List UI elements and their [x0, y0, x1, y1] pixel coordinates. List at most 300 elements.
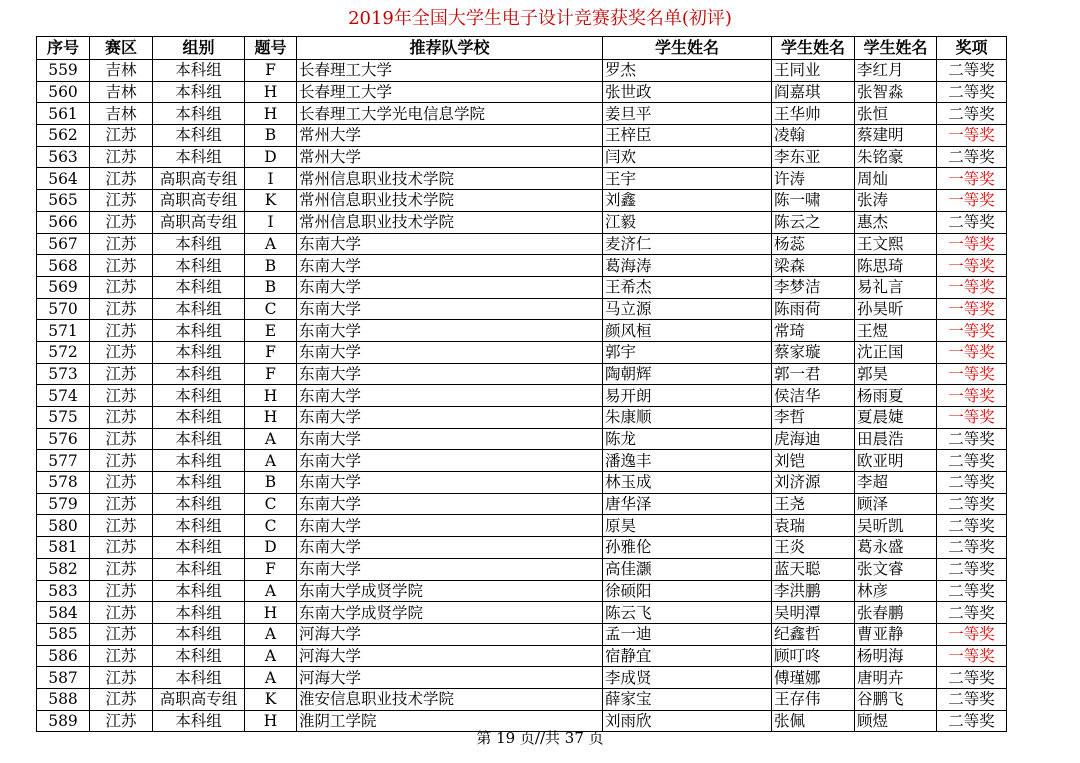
- cell-school: 东南大学: [297, 558, 603, 580]
- cell-student-1: 孙雅伦: [603, 537, 772, 559]
- cell-no: 571: [37, 320, 90, 342]
- cell-student-1: 葛海涛: [603, 255, 772, 277]
- cell-no: 566: [37, 211, 90, 233]
- cell-award: 一等奖: [937, 341, 1007, 363]
- cell-problem: A: [245, 428, 297, 450]
- cell-student-2: 常琦: [772, 320, 855, 342]
- cell-no: 586: [37, 645, 90, 667]
- cell-school: 东南大学: [297, 320, 603, 342]
- cell-problem: B: [245, 125, 297, 147]
- cell-student-1: 张世政: [603, 81, 772, 103]
- cell-no: 562: [37, 125, 90, 147]
- cell-student-3: 杨明海: [855, 645, 937, 667]
- cell-group: 本科组: [153, 428, 245, 450]
- cell-student-2: 许涛: [772, 168, 855, 190]
- cell-student-3: 曹亚静: [855, 623, 937, 645]
- table-row: [37, 320, 1007, 342]
- cell-no: 565: [37, 190, 90, 212]
- cell-student-2: 李哲: [772, 407, 855, 429]
- cell-award: 一等奖: [937, 407, 1007, 429]
- cell-student-2: 顾叮咚: [772, 645, 855, 667]
- cell-award: 二等奖: [937, 710, 1007, 732]
- cell-student-3: 王文熙: [855, 233, 937, 255]
- cell-student-1: 姜旦平: [603, 103, 772, 125]
- cell-region: 江苏: [90, 493, 153, 515]
- cell-student-3: 易礼言: [855, 276, 937, 298]
- cell-school: 河海大学: [297, 667, 603, 689]
- cell-no: 573: [37, 363, 90, 385]
- cell-student-2: 王尧: [772, 493, 855, 515]
- cell-school: 东南大学: [297, 385, 603, 407]
- cell-problem: A: [245, 580, 297, 602]
- cell-award: 二等奖: [937, 450, 1007, 472]
- cell-group: 本科组: [153, 298, 245, 320]
- cell-award: 一等奖: [937, 276, 1007, 298]
- page-footer: 第 19 页//共 37 页: [476, 729, 604, 747]
- cell-problem: A: [245, 645, 297, 667]
- table-row: [37, 580, 1007, 602]
- cell-group: 本科组: [153, 493, 245, 515]
- cell-student-3: 李超: [855, 472, 937, 494]
- cell-problem: C: [245, 493, 297, 515]
- cell-problem: H: [245, 407, 297, 429]
- cell-region: 江苏: [90, 298, 153, 320]
- cell-award: 一等奖: [937, 168, 1007, 190]
- cell-award: 一等奖: [937, 320, 1007, 342]
- cell-problem: I: [245, 211, 297, 233]
- cell-region: 江苏: [90, 146, 153, 168]
- cell-group: 本科组: [153, 710, 245, 732]
- cell-student-1: 陈云飞: [603, 602, 772, 624]
- cell-school: 常州大学: [297, 125, 603, 147]
- cell-student-1: 孟一迪: [603, 623, 772, 645]
- cell-student-3: 张智淼: [855, 81, 937, 103]
- cell-school: 淮阴工学院: [297, 710, 603, 732]
- table-body: [37, 60, 1007, 732]
- table-row: [37, 667, 1007, 689]
- table-row: [37, 211, 1007, 233]
- cell-region: 江苏: [90, 472, 153, 494]
- cell-award: 一等奖: [937, 233, 1007, 255]
- table-row: [37, 233, 1007, 255]
- cell-school: 东南大学: [297, 472, 603, 494]
- cell-group: 高职高专组: [153, 190, 245, 212]
- cell-no: 561: [37, 103, 90, 125]
- cell-school: 东南大学: [297, 255, 603, 277]
- header-award: 奖项: [937, 37, 1007, 60]
- cell-award: 二等奖: [937, 580, 1007, 602]
- cell-region: 江苏: [90, 450, 153, 472]
- cell-region: 江苏: [90, 428, 153, 450]
- cell-student-3: 蔡建明: [855, 125, 937, 147]
- cell-student-1: 马立源: [603, 298, 772, 320]
- cell-award: 二等奖: [937, 81, 1007, 103]
- cell-student-2: 侯洁华: [772, 385, 855, 407]
- cell-student-3: 张文睿: [855, 558, 937, 580]
- cell-student-2: 郭一君: [772, 363, 855, 385]
- header-problem: 题号: [245, 37, 297, 60]
- table-row: [37, 146, 1007, 168]
- cell-problem: H: [245, 602, 297, 624]
- cell-group: 本科组: [153, 320, 245, 342]
- table-row: [37, 125, 1007, 147]
- cell-student-3: 杨雨夏: [855, 385, 937, 407]
- cell-region: 江苏: [90, 407, 153, 429]
- table-row: [37, 493, 1007, 515]
- cell-no: 585: [37, 623, 90, 645]
- cell-award: 一等奖: [937, 385, 1007, 407]
- table-row: [37, 60, 1007, 82]
- cell-no: 588: [37, 688, 90, 710]
- cell-award: 一等奖: [937, 363, 1007, 385]
- cell-group: 本科组: [153, 472, 245, 494]
- table-row: [37, 645, 1007, 667]
- cell-school: 常州信息职业技术学院: [297, 190, 603, 212]
- cell-problem: F: [245, 341, 297, 363]
- cell-student-3: 郭昊: [855, 363, 937, 385]
- cell-award: 一等奖: [937, 125, 1007, 147]
- cell-problem: H: [245, 81, 297, 103]
- table-header-row: [37, 37, 1007, 60]
- cell-region: 江苏: [90, 688, 153, 710]
- cell-student-3: 夏晨婕: [855, 407, 937, 429]
- cell-problem: B: [245, 255, 297, 277]
- cell-student-1: 郭宇: [603, 341, 772, 363]
- cell-no: 589: [37, 710, 90, 732]
- cell-school: 东南大学: [297, 428, 603, 450]
- cell-student-2: 李梦洁: [772, 276, 855, 298]
- cell-no: 581: [37, 537, 90, 559]
- cell-region: 江苏: [90, 515, 153, 537]
- cell-student-2: 王同业: [772, 60, 855, 82]
- cell-student-1: 颜风桓: [603, 320, 772, 342]
- table-row: [37, 103, 1007, 125]
- table-row: [37, 428, 1007, 450]
- cell-student-2: 袁瑞: [772, 515, 855, 537]
- cell-problem: H: [245, 385, 297, 407]
- cell-region: 江苏: [90, 168, 153, 190]
- cell-award: 一等奖: [937, 298, 1007, 320]
- cell-school: 河海大学: [297, 645, 603, 667]
- cell-student-2: 李东亚: [772, 146, 855, 168]
- cell-award: 二等奖: [937, 688, 1007, 710]
- cell-award: 二等奖: [937, 558, 1007, 580]
- cell-student-1: 薛家宝: [603, 688, 772, 710]
- cell-region: 江苏: [90, 233, 153, 255]
- cell-problem: K: [245, 190, 297, 212]
- table-row: [37, 341, 1007, 363]
- cell-student-2: 李洪鹏: [772, 580, 855, 602]
- table-row: [37, 190, 1007, 212]
- cell-no: 574: [37, 385, 90, 407]
- cell-student-3: 林彦: [855, 580, 937, 602]
- cell-award: 一等奖: [937, 255, 1007, 277]
- table-row: [37, 363, 1007, 385]
- cell-no: 564: [37, 168, 90, 190]
- cell-award: 二等奖: [937, 515, 1007, 537]
- cell-student-1: 朱康顺: [603, 407, 772, 429]
- cell-no: 567: [37, 233, 90, 255]
- cell-school: 东南大学: [297, 450, 603, 472]
- cell-school: 东南大学: [297, 363, 603, 385]
- cell-student-3: 张恒: [855, 103, 937, 125]
- cell-student-1: 原昊: [603, 515, 772, 537]
- cell-problem: A: [245, 233, 297, 255]
- cell-no: 577: [37, 450, 90, 472]
- cell-group: 高职高专组: [153, 211, 245, 233]
- page-title: 2019年全国大学生电子设计竞赛获奖名单(初评): [348, 8, 732, 29]
- table-row: [37, 623, 1007, 645]
- awards-table: [36, 36, 1007, 732]
- cell-no: 583: [37, 580, 90, 602]
- table-row: [37, 81, 1007, 103]
- cell-problem: H: [245, 103, 297, 125]
- cell-group: 高职高专组: [153, 168, 245, 190]
- cell-student-3: 朱铭豪: [855, 146, 937, 168]
- cell-student-1: 高佳灏: [603, 558, 772, 580]
- table-row: [37, 407, 1007, 429]
- cell-region: 江苏: [90, 710, 153, 732]
- cell-region: 江苏: [90, 580, 153, 602]
- cell-school: 东南大学: [297, 233, 603, 255]
- cell-problem: B: [245, 276, 297, 298]
- cell-region: 江苏: [90, 255, 153, 277]
- cell-group: 本科组: [153, 341, 245, 363]
- cell-student-1: 李成贤: [603, 667, 772, 689]
- cell-student-3: 唐明卉: [855, 667, 937, 689]
- cell-student-1: 闫欢: [603, 146, 772, 168]
- header-group: 组别: [153, 37, 245, 60]
- cell-student-2: 吴明潭: [772, 602, 855, 624]
- cell-region: 江苏: [90, 385, 153, 407]
- header-no: 序号: [37, 37, 90, 60]
- cell-award: 二等奖: [937, 493, 1007, 515]
- cell-group: 本科组: [153, 667, 245, 689]
- cell-region: 吉林: [90, 60, 153, 82]
- cell-problem: D: [245, 537, 297, 559]
- cell-group: 本科组: [153, 407, 245, 429]
- cell-group: 本科组: [153, 125, 245, 147]
- cell-student-2: 蔡家璇: [772, 341, 855, 363]
- cell-student-3: 谷鹏飞: [855, 688, 937, 710]
- cell-student-1: 江毅: [603, 211, 772, 233]
- cell-student-1: 王梓臣: [603, 125, 772, 147]
- cell-region: 江苏: [90, 558, 153, 580]
- cell-region: 吉林: [90, 81, 153, 103]
- cell-group: 本科组: [153, 81, 245, 103]
- header-student-3: 学生姓名: [855, 37, 937, 60]
- cell-student-3: 张涛: [855, 190, 937, 212]
- table-row: [37, 450, 1007, 472]
- cell-problem: I: [245, 168, 297, 190]
- cell-award: 二等奖: [937, 428, 1007, 450]
- cell-problem: A: [245, 450, 297, 472]
- cell-award: 一等奖: [937, 623, 1007, 645]
- cell-group: 本科组: [153, 276, 245, 298]
- cell-group: 本科组: [153, 146, 245, 168]
- cell-award: 一等奖: [937, 190, 1007, 212]
- cell-region: 江苏: [90, 276, 153, 298]
- table-row: [37, 602, 1007, 624]
- cell-group: 本科组: [153, 363, 245, 385]
- cell-student-2: 虎海迪: [772, 428, 855, 450]
- cell-student-1: 林玉成: [603, 472, 772, 494]
- cell-student-2: 纪鑫哲: [772, 623, 855, 645]
- cell-student-3: 王煜: [855, 320, 937, 342]
- cell-problem: H: [245, 710, 297, 732]
- cell-student-3: 顾泽: [855, 493, 937, 515]
- cell-no: 579: [37, 493, 90, 515]
- cell-problem: D: [245, 146, 297, 168]
- header-region: 赛区: [90, 37, 153, 60]
- cell-award: 二等奖: [937, 537, 1007, 559]
- cell-school: 东南大学: [297, 298, 603, 320]
- cell-region: 江苏: [90, 623, 153, 645]
- cell-student-1: 罗杰: [603, 60, 772, 82]
- cell-school: 东南大学: [297, 407, 603, 429]
- cell-problem: F: [245, 363, 297, 385]
- cell-problem: C: [245, 298, 297, 320]
- cell-no: 563: [37, 146, 90, 168]
- table-row: [37, 385, 1007, 407]
- cell-no: 560: [37, 81, 90, 103]
- cell-student-1: 陈龙: [603, 428, 772, 450]
- cell-student-2: 王华帅: [772, 103, 855, 125]
- cell-student-2: 刘铠: [772, 450, 855, 472]
- cell-student-3: 顾煜: [855, 710, 937, 732]
- cell-student-2: 陈云之: [772, 211, 855, 233]
- cell-group: 本科组: [153, 450, 245, 472]
- cell-group: 本科组: [153, 60, 245, 82]
- table-row: [37, 515, 1007, 537]
- cell-problem: F: [245, 558, 297, 580]
- table-row: [37, 558, 1007, 580]
- cell-region: 江苏: [90, 363, 153, 385]
- cell-problem: C: [245, 515, 297, 537]
- cell-award: 二等奖: [937, 602, 1007, 624]
- cell-award: 二等奖: [937, 146, 1007, 168]
- header-school: 推荐队学校: [297, 37, 603, 60]
- cell-region: 江苏: [90, 645, 153, 667]
- cell-school: 常州大学: [297, 146, 603, 168]
- cell-school: 东南大学: [297, 276, 603, 298]
- cell-no: 580: [37, 515, 90, 537]
- cell-school: 长春理工大学: [297, 60, 603, 82]
- cell-school: 长春理工大学光电信息学院: [297, 103, 603, 125]
- cell-group: 本科组: [153, 623, 245, 645]
- cell-problem: F: [245, 60, 297, 82]
- cell-group: 本科组: [153, 233, 245, 255]
- header-student-1: 学生姓名: [603, 37, 772, 60]
- cell-group: 本科组: [153, 103, 245, 125]
- cell-no: 559: [37, 60, 90, 82]
- table-row: [37, 255, 1007, 277]
- cell-no: 570: [37, 298, 90, 320]
- header-student-2: 学生姓名: [772, 37, 855, 60]
- cell-student-3: 周灿: [855, 168, 937, 190]
- cell-region: 江苏: [90, 667, 153, 689]
- cell-student-1: 易开朗: [603, 385, 772, 407]
- cell-award: 二等奖: [937, 60, 1007, 82]
- cell-no: 582: [37, 558, 90, 580]
- table-row: [37, 298, 1007, 320]
- cell-group: 本科组: [153, 645, 245, 667]
- cell-student-2: 陈雨荷: [772, 298, 855, 320]
- cell-student-1: 刘鑫: [603, 190, 772, 212]
- cell-student-1: 宿静宜: [603, 645, 772, 667]
- cell-student-3: 孙昊昕: [855, 298, 937, 320]
- cell-student-2: 陈一啸: [772, 190, 855, 212]
- cell-student-2: 梁森: [772, 255, 855, 277]
- table-row: [37, 688, 1007, 710]
- cell-student-3: 沈正国: [855, 341, 937, 363]
- cell-school: 河海大学: [297, 623, 603, 645]
- cell-school: 东南大学: [297, 537, 603, 559]
- cell-student-2: 杨蕊: [772, 233, 855, 255]
- table-row: [37, 472, 1007, 494]
- cell-problem: K: [245, 688, 297, 710]
- cell-group: 本科组: [153, 580, 245, 602]
- cell-no: 584: [37, 602, 90, 624]
- cell-no: 569: [37, 276, 90, 298]
- cell-school: 东南大学成贤学院: [297, 580, 603, 602]
- cell-student-3: 李红月: [855, 60, 937, 82]
- cell-school: 常州信息职业技术学院: [297, 168, 603, 190]
- cell-no: 575: [37, 407, 90, 429]
- cell-student-1: 潘逸丰: [603, 450, 772, 472]
- cell-student-3: 惠杰: [855, 211, 937, 233]
- cell-region: 江苏: [90, 341, 153, 363]
- cell-student-2: 王存伟: [772, 688, 855, 710]
- cell-region: 江苏: [90, 125, 153, 147]
- cell-student-1: 刘雨欣: [603, 710, 772, 732]
- cell-group: 本科组: [153, 602, 245, 624]
- cell-school: 淮安信息职业技术学院: [297, 688, 603, 710]
- cell-student-2: 王炎: [772, 537, 855, 559]
- table-row: [37, 168, 1007, 190]
- cell-region: 吉林: [90, 103, 153, 125]
- cell-award: 二等奖: [937, 472, 1007, 494]
- cell-no: 572: [37, 341, 90, 363]
- cell-school: 东南大学: [297, 515, 603, 537]
- cell-student-2: 蓝天聪: [772, 558, 855, 580]
- cell-no: 576: [37, 428, 90, 450]
- cell-group: 本科组: [153, 255, 245, 277]
- cell-student-1: 麦济仁: [603, 233, 772, 255]
- cell-problem: B: [245, 472, 297, 494]
- cell-no: 568: [37, 255, 90, 277]
- cell-school: 东南大学: [297, 341, 603, 363]
- cell-student-1: 徐硕阳: [603, 580, 772, 602]
- cell-region: 江苏: [90, 320, 153, 342]
- cell-school: 东南大学成贤学院: [297, 602, 603, 624]
- cell-no: 587: [37, 667, 90, 689]
- cell-group: 高职高专组: [153, 688, 245, 710]
- cell-student-3: 田晨浩: [855, 428, 937, 450]
- cell-student-1: 王宇: [603, 168, 772, 190]
- cell-group: 本科组: [153, 537, 245, 559]
- cell-student-2: 阎嘉琪: [772, 81, 855, 103]
- cell-problem: E: [245, 320, 297, 342]
- cell-group: 本科组: [153, 385, 245, 407]
- cell-region: 江苏: [90, 211, 153, 233]
- cell-student-2: 凌翰: [772, 125, 855, 147]
- cell-region: 江苏: [90, 190, 153, 212]
- cell-school: 常州信息职业技术学院: [297, 211, 603, 233]
- cell-region: 江苏: [90, 537, 153, 559]
- cell-student-2: 张佩: [772, 710, 855, 732]
- cell-student-3: 陈思琦: [855, 255, 937, 277]
